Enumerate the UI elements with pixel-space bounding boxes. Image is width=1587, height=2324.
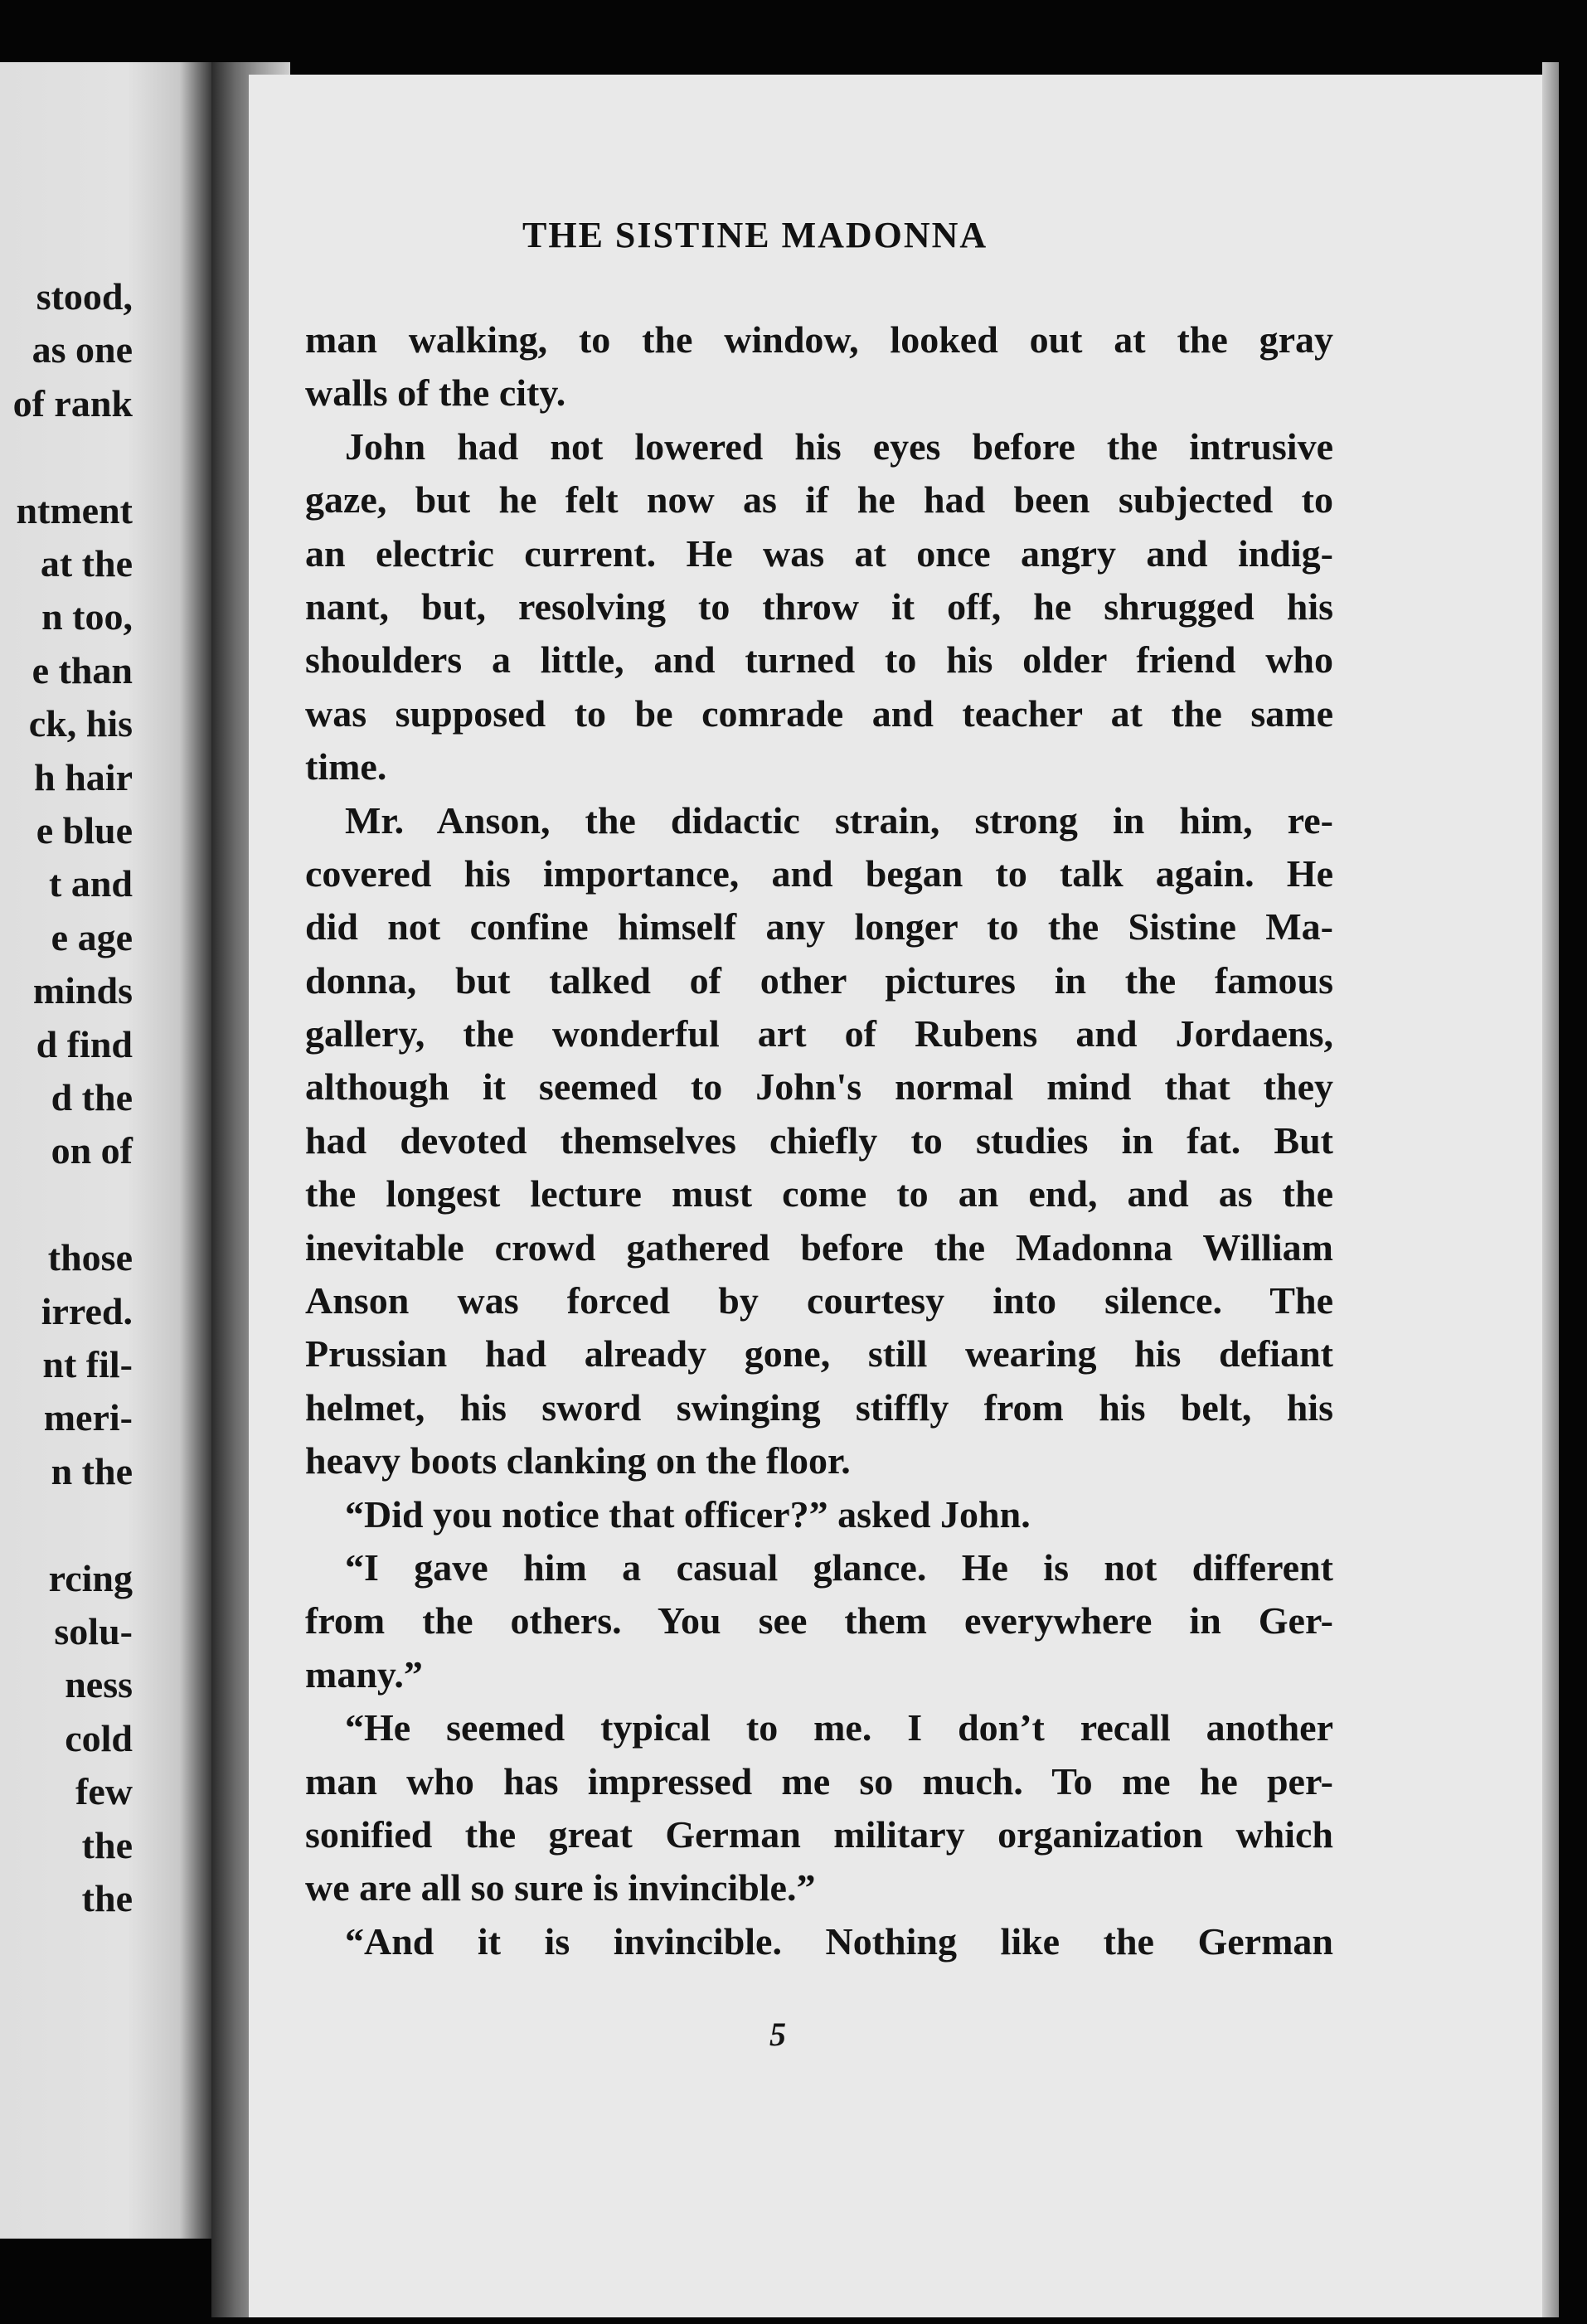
text-line: many.” <box>305 1652 423 1696</box>
facing-page-line: of rank <box>12 381 133 425</box>
facing-page-line: d find <box>36 1022 133 1065</box>
facing-page-line: those <box>47 1236 133 1279</box>
text-line: “And it is invincible. Nothing like the German <box>345 1919 1333 1963</box>
text-line: the longest lecture must come to an end, and as the <box>305 1172 1333 1215</box>
facing-page-line: n too, <box>41 595 133 638</box>
text-line: time. <box>305 745 387 788</box>
text-line: did not confine himself any longer to the Sistine Ma- <box>305 905 1333 949</box>
text-line: “Did you notice that officer?” asked John. <box>345 1492 1031 1536</box>
text-line: was supposed to be comrade and teacher at the same <box>305 691 1333 735</box>
facing-page-line: ntment <box>16 488 133 531</box>
text-line: helmet, his sword swinging stiffly from his belt, his <box>305 1385 1333 1429</box>
text-line: man who has impressed me so much. To me he per- <box>305 1759 1333 1802</box>
facing-page-line: stood, <box>36 275 133 318</box>
facing-page-line: ck, his <box>28 702 133 745</box>
facing-page-line: solu- <box>54 1610 133 1652</box>
text-line: “I gave him a casual glance. He is not different <box>345 1545 1333 1589</box>
facing-page-line: the <box>81 1823 133 1866</box>
facing-page-line: rcing <box>48 1556 133 1599</box>
text-line: walls of the city. <box>305 371 566 415</box>
text-line: an electric current. He was at once angry and indig- <box>305 531 1333 575</box>
body-text <box>305 313 1333 1968</box>
running-head: THE SISTINE MADONNA <box>522 215 988 255</box>
facing-page-line: minds <box>32 969 133 1012</box>
text-line: “He seemed typical to me. I don’t recall another <box>345 1706 1333 1749</box>
text-line: had devoted themselves chiefly to studies in fat. But <box>305 1118 1333 1162</box>
facing-page-line: nt fil- <box>42 1343 133 1385</box>
facing-page-line: e than <box>32 648 133 691</box>
page-edge-shadow <box>1542 62 1559 2317</box>
text-line: Prussian had already gone, still wearing his defiant <box>305 1332 1333 1375</box>
facing-page-line: at the <box>40 542 133 585</box>
text-line: John had not lowered his eyes before the intrusive <box>345 425 1333 468</box>
facing-page-line: d the <box>51 1076 133 1118</box>
page-number: 5 <box>769 2016 786 2053</box>
text-line: we are all so sure is invincible.” <box>305 1866 816 1909</box>
text-line: sonified the great German military organization which <box>305 1812 1333 1856</box>
facing-page-line: as one <box>32 328 133 371</box>
facing-page-line: the <box>81 1877 133 1919</box>
facing-page-line: e age <box>51 915 133 958</box>
text-line: gallery, the wonderful art of Rubens and Jordaens, <box>305 1012 1333 1055</box>
facing-page-line: n the <box>51 1449 133 1492</box>
facing-page-line: irred. <box>41 1289 133 1332</box>
text-line: from the others. You see them everywhere in Ger- <box>305 1599 1333 1642</box>
text-line: Mr. Anson, the didactic strain, strong in him, re- <box>345 798 1333 842</box>
text-line: nant, but, resolving to throw it off, he shrugged his <box>305 585 1333 628</box>
facing-page-fragment <box>0 62 211 2239</box>
text-line: although it seemed to John's normal mind that they <box>305 1065 1333 1109</box>
facing-page-line: t and <box>49 862 133 905</box>
text-line: man walking, to the window, looked out at the gray <box>305 318 1333 361</box>
text-line: Anson was forced by courtesy into silence. The <box>305 1279 1333 1322</box>
facing-page-line: on of <box>51 1129 133 1172</box>
text-line: inevitable crowd gathered before the Madonna William <box>305 1225 1333 1269</box>
facing-page-line: few <box>75 1770 133 1813</box>
text-line: covered his importance, and began to talk again. He <box>305 851 1333 895</box>
facing-page-line: e blue <box>36 809 133 851</box>
facing-page-line: cold <box>65 1716 133 1759</box>
text-line: heavy boots clanking on the floor. <box>305 1439 851 1482</box>
text-line: gaze, but he felt now as if he had been subjected to <box>305 478 1333 522</box>
text-line: donna, but talked of other pictures in the famous <box>305 958 1333 1002</box>
facing-page-line: ness <box>65 1663 133 1706</box>
text-line: shoulders a little, and turned to his older friend who <box>305 638 1333 682</box>
facing-page-line: meri- <box>43 1396 133 1439</box>
facing-page-line: h hair <box>34 755 133 798</box>
